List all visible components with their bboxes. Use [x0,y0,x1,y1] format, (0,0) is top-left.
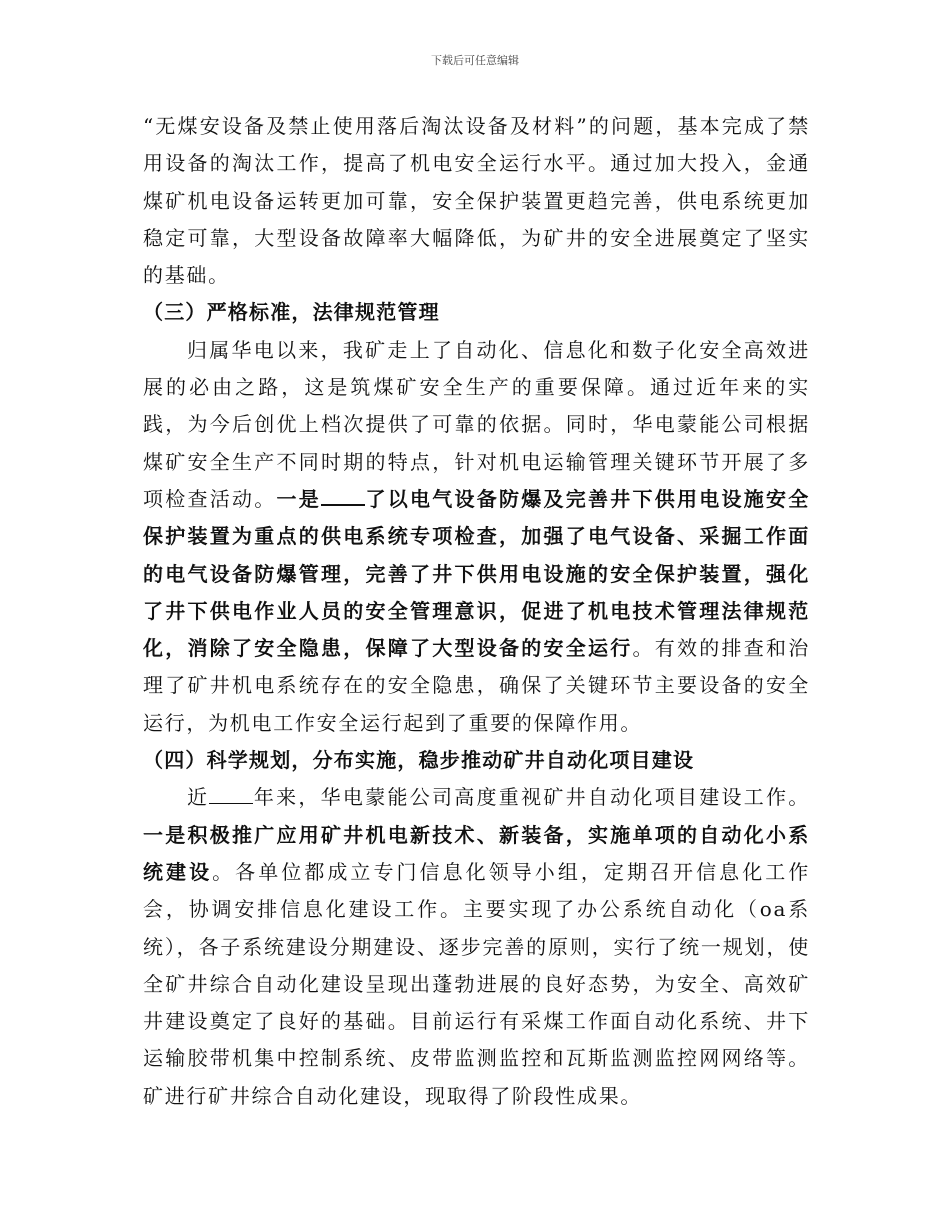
paragraph-tail-text: 。有效的排查和治理了矿井机电系统存在的安全隐患，确保了关键环节主要设备的安全运行，为机电工作安全运行起到了重要的保障作用。 [143,636,810,735]
paragraph-after-blank-text: 年来，华电蒙能公司高度重视矿井自动化项目建设工作。 [253,785,811,810]
document-body [143,108,810,1115]
fill-in-blank [209,785,253,804]
fill-in-blank [321,486,365,506]
paragraph-tail-text: 。各单位都成立专门信息化领导小组，定期召开信息化工作会，协调安排信息化建设工作。主要实现了办公系统自动化（oa系统），各子系统建设分期建设、逐步完善的原则，实行了统一规划，使全矿井综合自动化建设呈现出蓬勃进展的良好态势，为安全、高效矿井建设奠定了良好的基础。目前运行有采煤工作面自动化系统、井下运输胶带机集中控制系统、皮带监测监控和瓦斯监测监控网网络等。矿进行矿井综合自动化建设，现取得了阶段性成果。 [143,859,810,1108]
section-heading-4: （四）科学规划，分布实施，稳步推动矿井自动化项目建设 [143,748,695,773]
bold-lead-text: 一是 [276,486,321,511]
paragraph-automation-project [143,779,810,1115]
section-heading-3: （三）严格标准，法律规范管理 [143,300,440,325]
page-header: 下载后可任意编辑 [431,54,519,67]
paragraph-equipment-safety: “无煤安设备及禁止使用落后淘汰设备及材料”的问题，基本完成了禁用设备的淘汰工作，提高了机电安全运行水平。通过加大投入，金通煤矿机电设备运转更加可靠，安全保护装置更趋完善，供电系统更加稳定可靠，大型设备故障率大幅降低，为矿井的安全进展奠定了坚实的基础。 [143,114,810,288]
paragraph-standard-management [143,332,810,742]
paragraph-intro-text: 归属华电以来，我矿走上了自动化、信息化和数子化安全高效进展的必由之路，这是筑煤矿安全生产的重要保障。通过近年来的实践，为今后创优上档次提供了可靠的依据。同时，华电蒙能公司根据煤矿安全生产不同时期的特点，针对机电运输管理关键环节开展了多项检查活动。 [143,337,810,511]
paragraph-lead-text: 近 [187,785,210,810]
bold-emphasis-text: 了以电气设备防爆及完善井下供用电设施安全保护装置为重点的供电系统专项检查，加强了电气设备、采掘工作面的电气设备防爆管理，完善了井下供用电设施的安全保护装置，强化了井下供电作业人员的安全管理意识，促进了机电技术管理法律规范化，消除了安全隐患，保障了大型设备的安全运行 [143,486,810,661]
bold-emphasis-text: 一是积极推广应用矿井机电新技术、新装备，实施单项的自动化小系统建设 [143,822,810,884]
